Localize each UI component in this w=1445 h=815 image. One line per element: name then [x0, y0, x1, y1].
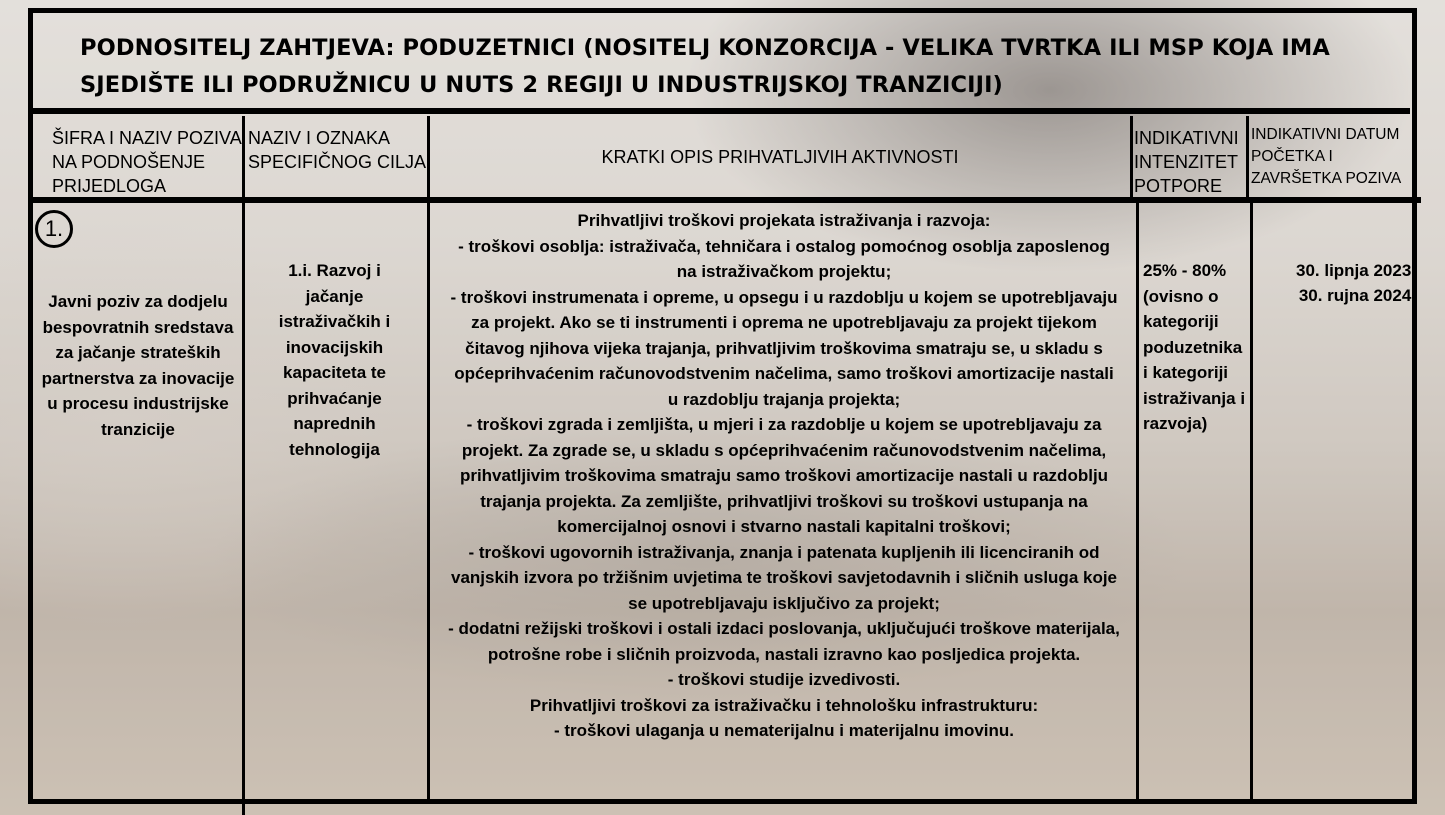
header-activities: KRATKI OPIS PRIHVATLJIVIH AKTIVNOSTI — [601, 147, 959, 167]
header-call-dates: INDIKATIVNI DATUM POČETKA I ZAVRŠETKA POZIVA — [1251, 126, 1402, 187]
activities-description: Prihvatljivi troškovi projekata istraživanja i razvoja: - troškovi osoblja: istraživača, tehničara i ostalog pomoćnog osoblja zaposlenog na istraživačkom projektu; - troškovi instrumenata i opreme, u opsegu i u razdoblju u kojem se upotrebljavaju za projekt. Ako se ti instrumenti i oprema ne upotrebljavaju za projekt tijekom čitavog njihova vijeka trajanja, prihvatljivim troškovima smatraju se, u skladu s općeprihvaćenim računovodstvenim načelima, samo troškovi amortizacije nastali u razdoblju trajanja projekta; - troškovi zgrada i zemljišta, u mjeri i za razdoblje u kojem se upotrebljavaju za projekt. Za zgrade se, u skladu s općeprihvaćenim računovodstvenim načelima, prihvatljivim troškovima smatraju samo troškovi amortizacije nastali u razdoblju trajanja projekta. Za zemljište, prihvatljivi troškovi su troškovi ustupanja na komercijalnoj osnovi i stvarno nastali kapitalni troškovi; - troškovi ugovornih istraživanja, znanja i patenata kupljenih ili licenciranih od vanjskih izvora po tržišnim uvjetima te troškovi savjetodavnih i sličnih usluga koje se upotrebljavaju isključivo za projekt; - dodatni režijski troškovi i ostali izdaci poslovanja, uključujući troškove materijala, potrošne robe i sličnih proizvoda, nastali izravno kao posljedica projekta. - troškovi studije izvedivosti. Prihvatljivi troškovi za istraživačku i tehnološku infrastrukturu: - troškovi ulaganja u nematerijalnu i materijalnu imovinu. — [448, 211, 1120, 740]
page-title: PODNOSITELJ ZAHTJEVA: PODUZETNICI (NOSITELJ KONZORCIJA - VELIKA TVRTKA ILI MSP KOJA IMA SJEDIŠTE ILI PODRUŽNICU U NUTS 2 REGIJI U INDUSTRIJSKOJ TRANZICIJI) — [80, 35, 1330, 98]
column-divider-2 — [427, 116, 430, 804]
header-intensity: INDIKATIVNI INTENZITET POTPORE — [1134, 128, 1239, 196]
call-start-date: 30. lipnja 2023. — [1295, 261, 1416, 280]
header-call-code: ŠIFRA I NAZIV POZIVA NA PODNOŠENJE PRIJEDLOGA — [52, 128, 241, 196]
specific-objective: 1.i. Razvoj i jačanje istraživačkih i inovacijskih kapaciteta te prihvaćanje naprednih tehnologija — [278, 261, 391, 459]
row-number-badge: 1. — [35, 210, 73, 248]
support-intensity: 25% - 80% (ovisno o kategoriji poduzetnika i kategoriji istraživanja i razvoja) — [1143, 261, 1246, 433]
call-name: Javni poziv za dodjelu bespovratnih sredstava za jačanje strateških partnerstva za inovacije u procesu industrijske tranzicije — [41, 292, 235, 439]
call-end-date: 30. rujna 2024. — [1298, 286, 1416, 305]
header-specific-objective: NAZIV I OZNAKA SPECIFIČNOG CILJA — [248, 128, 427, 172]
column-divider-4-lower — [1250, 200, 1253, 804]
column-divider-1 — [242, 116, 245, 815]
column-divider-3-lower — [1136, 200, 1139, 804]
column-divider-3 — [1130, 116, 1133, 202]
title-divider — [33, 108, 1410, 114]
